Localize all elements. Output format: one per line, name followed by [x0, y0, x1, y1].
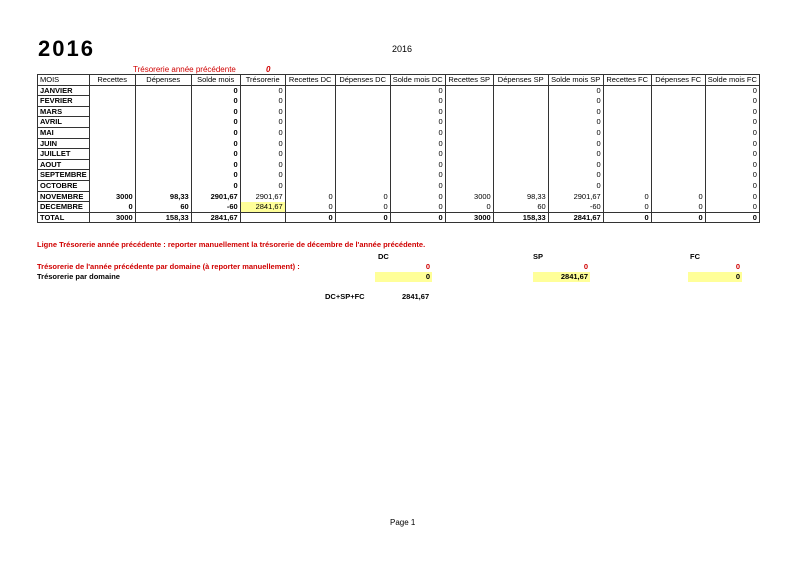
value-cell [493, 159, 548, 170]
value-cell: 2901,67 [240, 191, 285, 202]
value-cell [89, 149, 135, 160]
value-cell: 0 [191, 149, 240, 160]
value-cell [335, 180, 390, 191]
month-cell: SEPTEMBRE [38, 170, 90, 181]
value-cell: -60 [191, 202, 240, 213]
value-cell: 0 [191, 159, 240, 170]
table-row [38, 106, 760, 117]
value-cell: 0 [705, 180, 759, 191]
value-cell: 0 [548, 85, 603, 96]
value-cell [651, 149, 705, 160]
value-cell [135, 96, 191, 107]
value-cell [335, 170, 390, 181]
month-cell: OCTOBRE [38, 180, 90, 191]
value-cell [89, 159, 135, 170]
value-cell: 0 [548, 117, 603, 128]
month-cell: MAI [38, 127, 90, 138]
table-row [38, 149, 760, 160]
sum-value: 2841,67 [402, 292, 430, 301]
table-row [38, 180, 760, 191]
value-cell [135, 127, 191, 138]
column-header: Dépenses [135, 75, 191, 86]
value-cell [603, 180, 651, 191]
domain-header-fc: FC [690, 252, 700, 261]
value-cell [335, 85, 390, 96]
month-cell: AVRIL [38, 117, 90, 128]
value-cell: 60 [135, 202, 191, 213]
value-cell [89, 106, 135, 117]
column-header: MOIS [38, 75, 90, 86]
value-cell: 0 [390, 96, 445, 107]
value-cell: 0 [390, 85, 445, 96]
value-cell: 0 [548, 149, 603, 160]
value-cell [335, 96, 390, 107]
month-cell: JANVIER [38, 85, 90, 96]
value-cell: 0 [191, 180, 240, 191]
total-cell: 0 [335, 212, 390, 223]
value-cell [135, 106, 191, 117]
value-cell [335, 106, 390, 117]
value-cell [603, 159, 651, 170]
value-cell: 0 [548, 180, 603, 191]
value-cell [651, 180, 705, 191]
domain-header-sp: SP [533, 252, 544, 261]
month-cell: JUILLET [38, 149, 90, 160]
total-row [38, 212, 760, 223]
value-cell: 0 [390, 170, 445, 181]
value-cell [493, 170, 548, 181]
value-cell: 0 [548, 138, 603, 149]
value-cell [493, 127, 548, 138]
value-cell [285, 96, 335, 107]
value-cell [651, 106, 705, 117]
value-cell [445, 159, 493, 170]
value-cell: 0 [335, 191, 390, 202]
value-cell [445, 127, 493, 138]
value-cell: 0 [390, 180, 445, 191]
prev-fc-value: 0 [735, 262, 740, 271]
total-cell: 0 [285, 212, 335, 223]
value-cell [651, 96, 705, 107]
value-cell: 0 [603, 202, 651, 213]
value-cell [135, 117, 191, 128]
month-cell: JUIN [38, 138, 90, 149]
total-cell: 158,33 [493, 212, 548, 223]
value-cell [603, 117, 651, 128]
column-header: Dépenses FC [651, 75, 705, 86]
value-cell [285, 127, 335, 138]
value-cell [445, 96, 493, 107]
value-cell [493, 85, 548, 96]
value-cell [651, 159, 705, 170]
total-cell [240, 212, 285, 223]
value-cell: 0 [390, 191, 445, 202]
column-header: Recettes [89, 75, 135, 86]
total-cell: 0 [651, 212, 705, 223]
value-cell [493, 106, 548, 117]
value-cell: 0 [191, 106, 240, 117]
value-cell: 0 [603, 191, 651, 202]
value-cell [89, 96, 135, 107]
value-cell [603, 106, 651, 117]
domain-header-dc: DC [378, 252, 389, 261]
value-cell [89, 85, 135, 96]
value-cell: 0 [240, 170, 285, 181]
value-cell: 0 [651, 191, 705, 202]
value-cell: 0 [705, 127, 759, 138]
value-cell [135, 149, 191, 160]
value-cell: 0 [285, 191, 335, 202]
table-row [38, 117, 760, 128]
value-cell: -60 [548, 202, 603, 213]
value-cell: 0 [240, 96, 285, 107]
value-cell: 0 [705, 96, 759, 107]
value-cell: 0 [445, 202, 493, 213]
value-cell [445, 106, 493, 117]
value-cell [603, 85, 651, 96]
value-cell: 0 [191, 127, 240, 138]
value-cell [445, 138, 493, 149]
sp-treasury-value: 2841,67 [533, 272, 590, 282]
value-cell [135, 85, 191, 96]
value-cell: 0 [240, 138, 285, 149]
column-header: Solde mois [191, 75, 240, 86]
value-cell: 0 [705, 202, 759, 213]
dc-treasury-value: 0 [375, 272, 432, 282]
column-header: Recettes FC [603, 75, 651, 86]
value-cell: 0 [548, 106, 603, 117]
value-cell: 0 [548, 159, 603, 170]
value-cell: 3000 [89, 191, 135, 202]
table-row [38, 127, 760, 138]
value-cell [135, 159, 191, 170]
value-cell [603, 96, 651, 107]
value-cell [135, 180, 191, 191]
value-cell: 0 [191, 117, 240, 128]
prev-by-domain-label: Trésorerie de l'année précédente par domaine (à reporter manuellement) : [37, 262, 300, 271]
page-number: Page 1 [390, 518, 416, 527]
total-cell: 0 [603, 212, 651, 223]
column-header: Dépenses DC [335, 75, 390, 86]
value-cell [335, 149, 390, 160]
value-cell: 0 [390, 127, 445, 138]
value-cell [493, 180, 548, 191]
value-cell [335, 159, 390, 170]
value-cell: 0 [240, 85, 285, 96]
value-cell: 0 [548, 96, 603, 107]
total-cell: 2841,67 [548, 212, 603, 223]
prev-treasury-label: Trésorerie année précédente [133, 65, 236, 74]
value-cell: 0 [240, 159, 285, 170]
table-row [38, 138, 760, 149]
total-cell: 2841,67 [191, 212, 240, 223]
value-cell: 0 [390, 117, 445, 128]
month-cell: FEVRIER [38, 96, 90, 107]
table-row [38, 170, 760, 181]
value-cell: 0 [705, 170, 759, 181]
value-cell: 0 [191, 170, 240, 181]
month-cell: AOUT [38, 159, 90, 170]
value-cell [493, 96, 548, 107]
value-cell [335, 127, 390, 138]
treasury-table [37, 74, 760, 223]
column-header: Solde mois SP [548, 75, 603, 86]
value-cell: 0 [240, 117, 285, 128]
value-cell [493, 149, 548, 160]
value-cell: 0 [390, 138, 445, 149]
column-header: Recettes SP [445, 75, 493, 86]
value-cell: 0 [240, 180, 285, 191]
value-cell [285, 117, 335, 128]
value-cell: 0 [705, 106, 759, 117]
value-cell: 0 [240, 127, 285, 138]
value-cell: 3000 [445, 191, 493, 202]
instruction-note: Ligne Trésorerie année précédente : reporter manuellement la trésorerie de décembre de l'année précédente. [37, 240, 426, 249]
prev-dc-value: 0 [425, 262, 430, 271]
value-cell: 0 [705, 138, 759, 149]
value-cell [285, 85, 335, 96]
total-cell: 0 [705, 212, 759, 223]
value-cell: 0 [651, 202, 705, 213]
value-cell: 0 [240, 149, 285, 160]
month-cell: MARS [38, 106, 90, 117]
value-cell [89, 138, 135, 149]
value-cell [445, 170, 493, 181]
value-cell [493, 138, 548, 149]
value-cell [445, 149, 493, 160]
value-cell [651, 117, 705, 128]
value-cell [89, 170, 135, 181]
table-row [38, 85, 760, 96]
value-cell: 0 [548, 170, 603, 181]
value-cell [603, 170, 651, 181]
value-cell: 0 [191, 138, 240, 149]
sum-label: DC+SP+FC [325, 292, 365, 301]
prev-treasury-value: 0 [266, 65, 271, 74]
value-cell: 0 [191, 85, 240, 96]
value-cell [285, 170, 335, 181]
value-cell [603, 127, 651, 138]
value-cell: 0 [335, 202, 390, 213]
value-cell [603, 149, 651, 160]
header-center-text: 2016 [392, 44, 413, 54]
value-cell: 0 [705, 117, 759, 128]
value-cell [135, 138, 191, 149]
total-cell: 3000 [445, 212, 493, 223]
value-cell: 0 [390, 202, 445, 213]
page-title: 2016 [38, 36, 95, 61]
table-row [38, 202, 760, 213]
table-row [38, 96, 760, 107]
column-header: Trésorerie [240, 75, 285, 86]
value-cell: 0 [240, 106, 285, 117]
value-cell [651, 170, 705, 181]
month-cell: DECEMBRE [38, 202, 90, 213]
column-header: Solde mois DC [390, 75, 445, 86]
value-cell [285, 106, 335, 117]
value-cell [89, 180, 135, 191]
value-cell [285, 180, 335, 191]
value-cell [335, 117, 390, 128]
value-cell [651, 127, 705, 138]
fc-treasury-value: 0 [688, 272, 742, 282]
table-header-row [38, 75, 760, 86]
column-header: Dépenses SP [493, 75, 548, 86]
total-cell: 158,33 [135, 212, 191, 223]
value-cell [651, 85, 705, 96]
value-cell [603, 138, 651, 149]
value-cell [285, 149, 335, 160]
value-cell [285, 138, 335, 149]
total-cell: 0 [390, 212, 445, 223]
value-cell: 0 [705, 159, 759, 170]
value-cell: 2901,67 [548, 191, 603, 202]
value-cell [135, 170, 191, 181]
value-cell [493, 117, 548, 128]
value-cell [335, 138, 390, 149]
value-cell: 0 [548, 127, 603, 138]
value-cell: 98,33 [135, 191, 191, 202]
value-cell: 0 [390, 149, 445, 160]
value-cell [651, 138, 705, 149]
value-cell [445, 180, 493, 191]
table-row [38, 191, 760, 202]
value-cell: 0 [390, 159, 445, 170]
prev-sp-value: 0 [583, 262, 588, 271]
table-row [38, 159, 760, 170]
value-cell: 2841,67 [240, 202, 285, 213]
by-domain-label: Trésorerie par domaine [37, 272, 120, 281]
column-header: Recettes DC [285, 75, 335, 86]
value-cell: 0 [390, 106, 445, 117]
value-cell [89, 117, 135, 128]
value-cell [445, 85, 493, 96]
value-cell: 0 [705, 191, 759, 202]
value-cell: 0 [89, 202, 135, 213]
value-cell: 98,33 [493, 191, 548, 202]
value-cell [285, 159, 335, 170]
value-cell: 2901,67 [191, 191, 240, 202]
value-cell: 0 [705, 85, 759, 96]
value-cell [445, 117, 493, 128]
value-cell: 0 [705, 149, 759, 160]
value-cell: 0 [285, 202, 335, 213]
total-cell: 3000 [89, 212, 135, 223]
total-label: TOTAL [38, 212, 90, 223]
column-header: Solde mois FC [705, 75, 759, 86]
month-cell: NOVEMBRE [38, 191, 90, 202]
value-cell [89, 127, 135, 138]
value-cell: 60 [493, 202, 548, 213]
value-cell: 0 [191, 96, 240, 107]
